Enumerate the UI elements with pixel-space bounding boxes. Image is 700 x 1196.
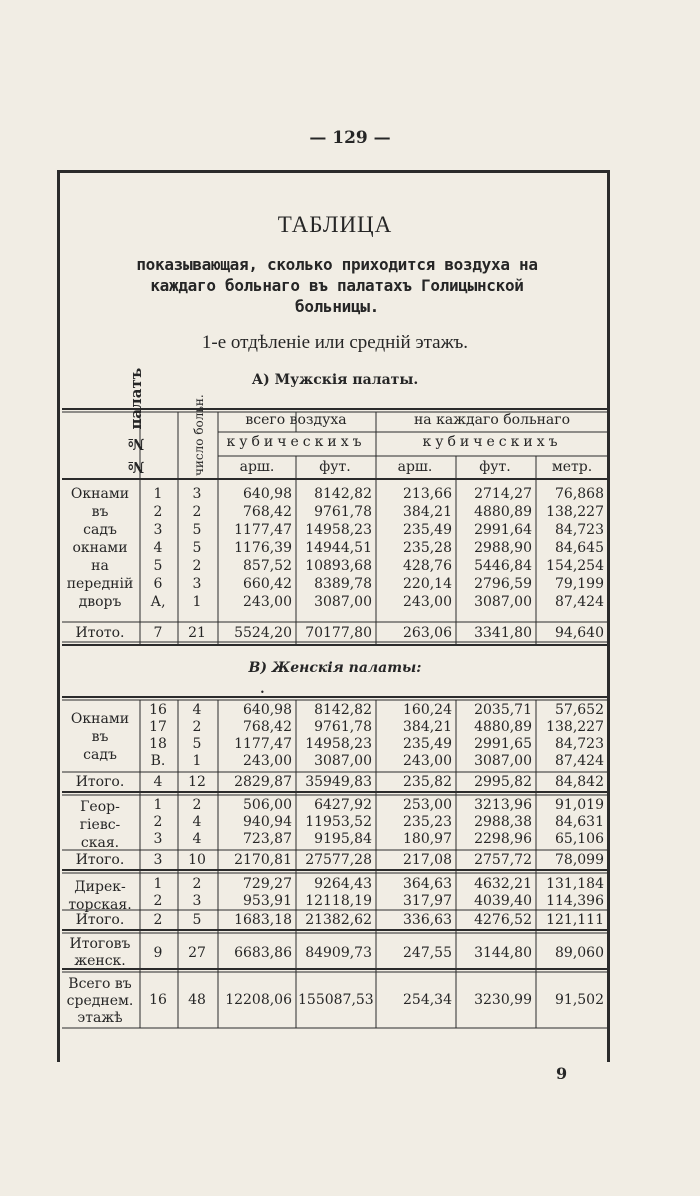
total-air-arsh: 2170,81 <box>234 852 292 868</box>
cell-patient-count: 2 <box>192 797 202 813</box>
cell-air-fut: 8142,82 <box>314 486 372 502</box>
cell-per-arsh: 243,00 <box>403 753 452 769</box>
cell-per-fut: 3213,96 <box>474 797 532 813</box>
row-label: садъ <box>83 522 117 538</box>
female-total-per-metr: 89,060 <box>555 945 604 961</box>
group-label: Окнами <box>70 711 130 727</box>
cell-air-fut: 12118,19 <box>305 893 372 909</box>
cell-air-fut: 9264,43 <box>314 876 372 892</box>
cell-patient-count: 4 <box>192 702 202 718</box>
total-label: Итого. <box>75 912 125 928</box>
cell-air-arsh: 768,42 <box>243 504 292 520</box>
cell-ward-number: 2 <box>153 893 163 909</box>
cell-air-fut: 14958,23 <box>305 736 372 752</box>
grand-total-per-metr: 91,502 <box>555 992 604 1008</box>
female-wards-heading: В) Женскія палаты: <box>248 660 422 676</box>
grand-total-label: Всего въ <box>68 976 132 992</box>
cell-air-fut: 9761,78 <box>314 719 372 735</box>
total-ward-number: 4 <box>153 774 163 790</box>
cell-ward-number: 3 <box>153 522 163 538</box>
cell-ward-number: 6 <box>153 576 163 592</box>
female-total-air-fut: 84909,73 <box>305 945 372 961</box>
cell-air-fut: 3087,00 <box>314 594 372 610</box>
cell-patient-count: 4 <box>192 831 202 847</box>
cell-air-arsh: 857,52 <box>243 558 292 574</box>
grand-total-label: этажѣ <box>77 1010 123 1026</box>
cell-patient-count: 1 <box>192 594 202 610</box>
cell-air-arsh: 243,00 <box>243 594 292 610</box>
cell-ward-number: 2 <box>153 504 163 520</box>
grand-total-per-fut: 3230,99 <box>474 992 532 1008</box>
cell-patient-count: 5 <box>192 540 202 556</box>
cell-per-fut: 2988,38 <box>474 814 532 830</box>
cell-ward-number: В. <box>150 753 166 769</box>
total-air-fut: 27577,28 <box>305 852 372 868</box>
cell-air-fut: 14944,51 <box>305 540 372 556</box>
cell-air-arsh: 953,91 <box>243 893 292 909</box>
cell-ward-number: 3 <box>153 831 163 847</box>
cell-air-arsh: 940,94 <box>243 814 292 830</box>
total-patient-count: 12 <box>188 774 206 790</box>
cell-air-arsh: 1176,39 <box>234 540 292 556</box>
cell-per-metr: 84,723 <box>555 736 604 752</box>
grand-total-air-fut: 155087,53 <box>298 992 374 1008</box>
total-ward-number: 2 <box>153 912 163 928</box>
cell-per-metr: 79,199 <box>555 576 604 592</box>
total-per-fut: 2757,72 <box>474 852 532 868</box>
cell-per-arsh: 253,00 <box>403 797 452 813</box>
cell-ward-number: 1 <box>153 876 163 892</box>
cell-air-fut: 11953,52 <box>305 814 372 830</box>
total-label: Итого. <box>75 852 125 868</box>
cell-per-arsh: 384,21 <box>403 504 452 520</box>
cell-per-fut: 5446,84 <box>474 558 532 574</box>
cell-air-fut: 8142,82 <box>314 702 372 718</box>
cell-per-metr: 138,227 <box>546 719 604 735</box>
cell-per-arsh: 235,23 <box>403 814 452 830</box>
stray-dot: • <box>260 688 265 697</box>
cell-per-fut: 4880,89 <box>474 719 532 735</box>
row-label: въ <box>91 504 109 520</box>
cell-per-fut: 3087,00 <box>474 753 532 769</box>
cell-patient-count: 1 <box>192 753 202 769</box>
cell-per-metr: 57,652 <box>555 702 604 718</box>
cell-patient-count: 2 <box>192 876 202 892</box>
cell-air-fut: 14958,23 <box>305 522 372 538</box>
total-patient-count: 21 <box>188 625 206 641</box>
cell-ward-number: 1 <box>153 486 163 502</box>
total-ward-number: 3 <box>153 852 163 868</box>
cell-ward-number: 16 <box>149 702 167 718</box>
total-per-arsh: 263,06 <box>403 625 452 641</box>
cell-air-fut: 6427,92 <box>314 797 372 813</box>
cell-per-arsh: 428,76 <box>403 558 452 574</box>
cell-ward-number: 2 <box>153 814 163 830</box>
cell-per-metr: 84,631 <box>555 814 604 830</box>
cell-air-fut: 8389,78 <box>314 576 372 592</box>
cell-per-arsh: 364,63 <box>403 876 452 892</box>
group-label: ская. <box>80 835 120 851</box>
cell-air-arsh: 243,00 <box>243 753 292 769</box>
header-cubic-total: кубическихъ <box>226 434 366 450</box>
total-air-fut: 35949,83 <box>305 774 372 790</box>
total-per-metr: 78,099 <box>555 852 604 868</box>
female-total-label: Итоговъ <box>69 936 131 952</box>
cell-per-fut: 2991,65 <box>474 736 532 752</box>
group-label: Геор- <box>80 799 120 815</box>
cell-patient-count: 3 <box>192 576 202 592</box>
cell-per-metr: 65,106 <box>555 831 604 847</box>
cell-per-arsh: 213,66 <box>403 486 452 502</box>
cell-per-arsh: 180,97 <box>403 831 452 847</box>
footer-number: 9 <box>556 1064 568 1083</box>
cell-per-metr: 87,424 <box>555 753 604 769</box>
cell-patient-count: 2 <box>192 504 202 520</box>
cell-per-arsh: 317,97 <box>403 893 452 909</box>
female-total-per-arsh: 247,55 <box>403 945 452 961</box>
section-heading: 1-е отдѣленіе или средній этажъ. <box>201 332 469 353</box>
grand-total-patient-count: 48 <box>188 992 206 1008</box>
header-ward-number: № № палатъ <box>127 367 145 476</box>
subtitle-line: показывающая, сколько приходится воздуха на <box>136 255 538 274</box>
cell-per-metr: 84,645 <box>555 540 604 556</box>
female-total-per-fut: 3144,80 <box>474 945 532 961</box>
cell-per-fut: 2988,90 <box>474 540 532 556</box>
cell-per-arsh: 235,28 <box>403 540 452 556</box>
cell-per-fut: 4880,89 <box>474 504 532 520</box>
female-total-air-arsh: 6683,86 <box>234 945 292 961</box>
total-air-fut: 70177,80 <box>305 625 372 641</box>
cell-air-fut: 9761,78 <box>314 504 372 520</box>
grand-total-air-arsh: 12208,06 <box>225 992 292 1008</box>
row-label: на <box>91 558 109 574</box>
cell-per-arsh: 220,14 <box>403 576 452 592</box>
total-per-metr: 94,640 <box>555 625 604 641</box>
cell-per-fut: 4632,21 <box>474 876 532 892</box>
cell-patient-count: 4 <box>192 814 202 830</box>
total-label: Итото. <box>75 625 125 641</box>
cell-patient-count: 3 <box>192 893 202 909</box>
cell-air-arsh: 729,27 <box>243 876 292 892</box>
cell-patient-count: 5 <box>192 736 202 752</box>
header-total-air: всего воздуха <box>245 412 347 428</box>
total-patient-count: 10 <box>188 852 206 868</box>
cell-per-metr: 114,396 <box>546 893 604 909</box>
total-per-arsh: 217,08 <box>403 852 452 868</box>
group-label: въ <box>91 729 109 745</box>
total-patient-count: 5 <box>192 912 202 928</box>
cell-per-metr: 87,424 <box>555 594 604 610</box>
total-air-fut: 21382,62 <box>305 912 372 928</box>
cell-per-metr: 76,868 <box>555 486 604 502</box>
cell-per-fut: 2298,96 <box>474 831 532 847</box>
male-wards-heading: А) Мужскія палаты. <box>251 372 419 388</box>
cell-per-arsh: 235,49 <box>403 736 452 752</box>
total-per-fut: 2995,82 <box>474 774 532 790</box>
group-label: садъ <box>83 747 117 763</box>
group-label: Дирек- <box>74 879 126 895</box>
cell-air-arsh: 723,87 <box>243 831 292 847</box>
row-label: передній <box>66 576 134 592</box>
cell-air-arsh: 768,42 <box>243 719 292 735</box>
total-per-metr: 121,111 <box>546 912 604 928</box>
table-title: ТАБЛИЦА <box>277 212 393 237</box>
cell-per-metr: 154,254 <box>546 558 604 574</box>
total-per-fut: 4276,52 <box>474 912 532 928</box>
header-metr: метр. <box>551 459 593 475</box>
total-per-metr: 84,842 <box>555 774 604 790</box>
header-patient-count: число больн. <box>192 394 206 476</box>
grand-total-label: среднем. <box>66 993 134 1009</box>
female-total-patient-count: 27 <box>188 945 206 961</box>
row-label: Окнами <box>70 486 130 502</box>
cell-per-fut: 2991,64 <box>474 522 532 538</box>
group-label: торская. <box>68 897 132 913</box>
cell-air-fut: 3087,00 <box>314 753 372 769</box>
cell-per-arsh: 160,24 <box>403 702 452 718</box>
total-air-arsh: 1683,18 <box>234 912 292 928</box>
cell-per-fut: 2035,71 <box>474 702 532 718</box>
cell-air-arsh: 506,00 <box>243 797 292 813</box>
total-ward-number: 7 <box>153 625 163 641</box>
cell-per-arsh: 235,49 <box>403 522 452 538</box>
header-fut: фут. <box>479 459 511 475</box>
cell-air-fut: 10893,68 <box>305 558 372 574</box>
subtitle-line: каждаго больнаго въ палатахъ Голицынской <box>150 276 524 295</box>
cell-per-metr: 138,227 <box>546 504 604 520</box>
cell-air-arsh: 1177,47 <box>234 736 292 752</box>
cell-ward-number: 18 <box>149 736 167 752</box>
cell-per-metr: 131,184 <box>546 876 604 892</box>
page-number: — 129 — <box>309 128 391 148</box>
total-air-arsh: 2829,87 <box>234 774 292 790</box>
row-label: дворъ <box>78 594 122 610</box>
cell-per-metr: 84,723 <box>555 522 604 538</box>
cell-air-arsh: 640,98 <box>243 486 292 502</box>
cell-air-arsh: 1177,47 <box>234 522 292 538</box>
cell-per-fut: 4039,40 <box>474 893 532 909</box>
female-total-label: женск. <box>74 953 126 969</box>
cell-per-fut: 2796,59 <box>474 576 532 592</box>
total-air-arsh: 5524,20 <box>234 625 292 641</box>
header-arsh: арш. <box>397 459 433 475</box>
cell-patient-count: 3 <box>192 486 202 502</box>
cell-ward-number: 1 <box>153 797 163 813</box>
header-fut: фут. <box>319 459 351 475</box>
group-label: гіевс- <box>79 817 121 833</box>
female-total-ward-number: 9 <box>153 945 163 961</box>
cell-patient-count: 5 <box>192 522 202 538</box>
total-label: Итого. <box>75 774 125 790</box>
cell-per-arsh: 384,21 <box>403 719 452 735</box>
cell-ward-number: А, <box>150 594 166 610</box>
cell-air-fut: 9195,84 <box>314 831 372 847</box>
cell-ward-number: 17 <box>149 719 167 735</box>
header-per-patient: на каждаго больнаго <box>413 412 571 428</box>
cell-patient-count: 2 <box>192 558 202 574</box>
total-per-fut: 3341,80 <box>474 625 532 641</box>
total-per-arsh: 235,82 <box>403 774 452 790</box>
cell-patient-count: 2 <box>192 719 202 735</box>
cell-per-metr: 91,019 <box>555 797 604 813</box>
header-cubic-per-patient: кубическихъ <box>422 434 562 450</box>
cell-per-arsh: 243,00 <box>403 594 452 610</box>
row-label: окнами <box>72 540 128 556</box>
cell-air-arsh: 640,98 <box>243 702 292 718</box>
subtitle-line: больницы. <box>295 297 379 316</box>
cell-ward-number: 4 <box>153 540 163 556</box>
grand-total-per-arsh: 254,34 <box>403 992 452 1008</box>
header-arsh: арш. <box>239 459 275 475</box>
cell-ward-number: 5 <box>153 558 163 574</box>
grand-total-ward-number: 16 <box>149 992 167 1008</box>
cell-air-arsh: 660,42 <box>243 576 292 592</box>
cell-per-fut: 3087,00 <box>474 594 532 610</box>
total-per-arsh: 336,63 <box>403 912 452 928</box>
cell-per-fut: 2714,27 <box>474 486 532 502</box>
